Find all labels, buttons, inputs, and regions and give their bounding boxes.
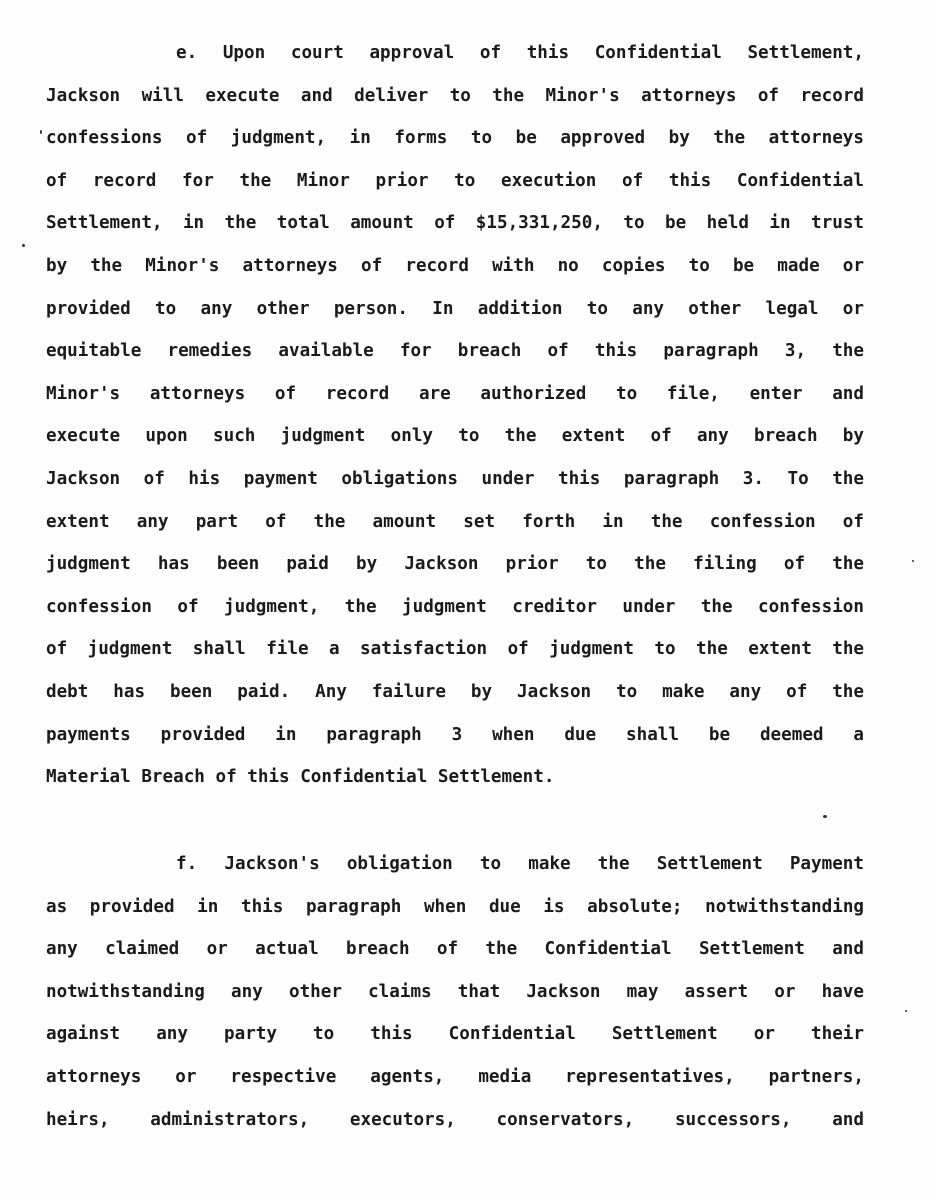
text-line: equitable remedies available for breach of this paragraph 3, the (46, 341, 864, 362)
text-line: as provided in this paragraph when due is absolute; notwithstanding (46, 896, 864, 917)
text-line: Jackson will execute and deliver to the Minor's attorneys of record (46, 85, 864, 106)
text-line: confession of judgment, the judgment creditor under the confession (46, 596, 864, 617)
paragraph-e (46, 32, 864, 799)
text-line: Jackson of his payment obligations under this paragraph 3. To the (46, 468, 864, 489)
paragraph-f (46, 843, 864, 1141)
text-line: debt has been paid. Any failure by Jackson to make any of the (46, 681, 864, 702)
text-line: e. Upon court approval of this Confidential Settlement, (176, 43, 864, 63)
text-line: payments provided in paragraph 3 when due shall be deemed a (46, 724, 864, 745)
text-line: attorneys or respective agents, media representatives, partners, (46, 1066, 864, 1087)
scan-speck (905, 1010, 907, 1012)
text-line: extent any part of the amount set forth in the confession of (46, 511, 864, 532)
text-line: against any party to this Confidential Settlement or their (46, 1024, 864, 1045)
text-line: Settlement, in the total amount of $15,331,250, to be held in trust (46, 213, 864, 234)
scan-speck (22, 244, 25, 247)
text-line: of record for the Minor prior to execution of this Confidential (46, 170, 864, 191)
text-line: any claimed or actual breach of the Confidential Settlement and (46, 939, 864, 960)
text-line: of judgment shall file a satisfaction of judgment to the extent the (46, 639, 864, 660)
scan-speck (912, 560, 914, 562)
text-line: by the Minor's attorneys of record with no copies to be made or (46, 255, 864, 276)
scan-speck (823, 815, 827, 818)
text-line: confessions of judgment, in forms to be approved by the attorneys (46, 128, 864, 149)
text-line: f. Jackson's obligation to make the Settlement Payment (176, 854, 864, 874)
text-line: Material Breach of this Confidential Settlement. (46, 767, 555, 788)
scan-speck (40, 130, 42, 134)
text-line: judgment has been paid by Jackson prior to the filing of the (46, 554, 864, 575)
text-line: Minor's attorneys of record are authorized to file, enter and (46, 383, 864, 404)
text-line: heirs, administrators, executors, conservators, successors, and (46, 1109, 864, 1130)
text-line: provided to any other person. In addition to any other legal or (46, 298, 864, 319)
text-line: execute upon such judgment only to the extent of any breach by (46, 426, 864, 447)
text-line: notwithstanding any other claims that Jackson may assert or have (46, 981, 864, 1002)
